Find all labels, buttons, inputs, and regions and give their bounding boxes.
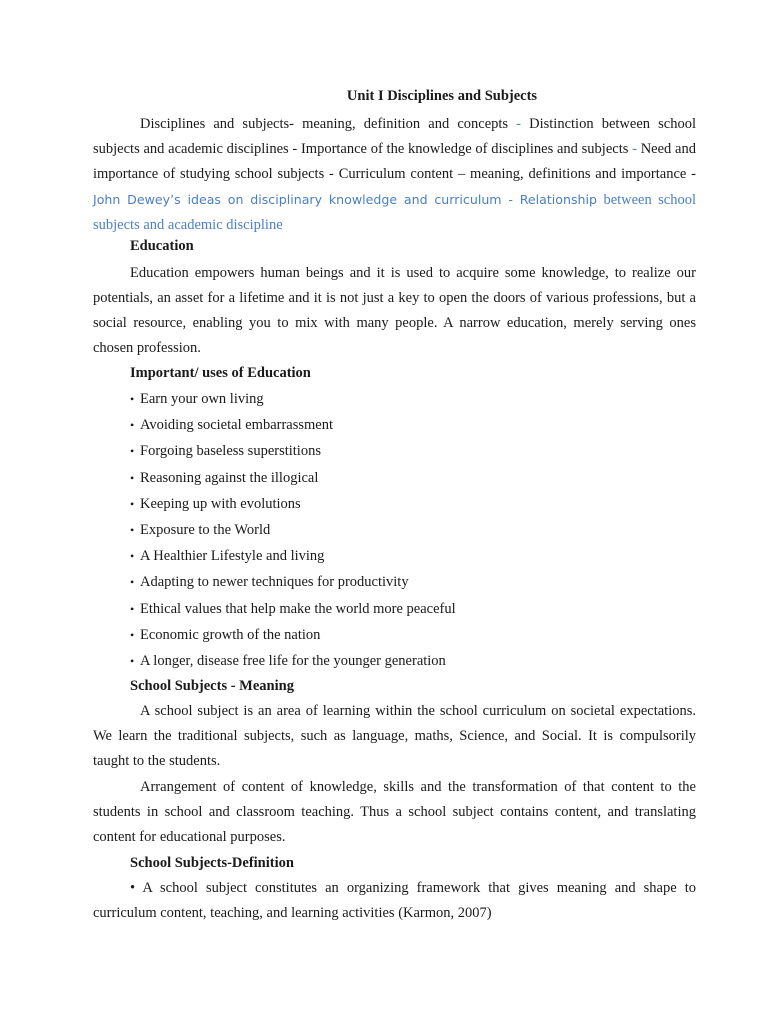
list-item: • Keeping up with evolutions [130, 493, 456, 519]
meaning-text-2: Arrangement of content of knowledge, skills and the transformation of that content to the students in school and classroom teaching. Thus a school subject contains content, and translating content for educational purposes. [93, 779, 696, 845]
list-item: • Earn your own living [130, 388, 456, 414]
bullet-icon: • [130, 470, 135, 485]
education-paragraph [93, 261, 696, 361]
list-item: • Exposure to the World [130, 519, 456, 545]
bullet-icon: • [130, 653, 135, 668]
bullet-icon: • [130, 601, 135, 616]
bullet-icon: • [130, 418, 135, 433]
list-item: • Reasoning against the illogical [130, 467, 456, 493]
list-item: • A longer, disease free life for the younger generation [130, 650, 456, 676]
bullet-icon: • [130, 627, 135, 642]
bullet-icon: • [130, 549, 135, 564]
meaning-heading: School Subjects - Meaning [130, 678, 294, 694]
bullet-icon: • [130, 522, 135, 537]
bullet-icon: • [130, 392, 135, 406]
bullet-icon: • [130, 444, 135, 459]
list-item: • Adapting to newer techniques for productivity [130, 571, 456, 597]
definition-text: A school subject constitutes an organizing framework that gives meaning and shape to curriculum content, teaching, and learning activities (Karmon, 2007) [93, 880, 697, 921]
uses-list [130, 388, 456, 676]
bullet-icon: • [130, 880, 136, 896]
list-item: • Ethical values that help make the world more peaceful [130, 598, 456, 624]
bullet-icon: • [130, 496, 135, 511]
list-item: • Forgoing baseless superstitions [130, 440, 456, 466]
education-heading: Education [130, 238, 194, 254]
syllabus-paragraph [93, 112, 696, 238]
syllabus-text-1: Disciplines and subjects- meaning, definition and concepts [140, 116, 517, 132]
list-item: • A Healthier Lifestyle and living [130, 545, 456, 571]
list-item: • Avoiding societal embarrassment [130, 414, 456, 440]
bullet-icon: • [130, 575, 135, 590]
syllabus-link-relationship[interactable]: between school subjects and academic discipline [93, 192, 697, 233]
education-text: Education empowers human beings and it is used to acquire some knowledge, to realize our potentials, an asset for a lifetime and it is not just a key to open the doors of various professions, but a social resource, enabling you to mix with many people. A narrow education, merely serving ones chosen profession. [93, 265, 696, 356]
uses-heading: Important/ uses of Education [130, 365, 311, 381]
syllabus-link-dewey[interactable]: John Dewey’s ideas on disciplinary knowledge and curriculum - Relationship [93, 192, 598, 207]
syllabus-text-3: Need and importance of studying school subjects - Curriculum content – meaning, definitions and importance - [93, 141, 696, 182]
meaning-paragraph-1 [93, 699, 696, 774]
syllabus-separator-1: - [516, 116, 522, 132]
syllabus-text-2: Distinction between school subjects and academic disciplines - Importance of the knowledge of disciplines and subjects [93, 116, 696, 157]
list-item: • Economic growth of the nation [130, 624, 456, 650]
meaning-text-1: A school subject is an area of learning within the school curriculum on societal expectations. We learn the traditional subjects, such as language, maths, Science, and Social. It is compulsorily taught to the students. [93, 703, 696, 769]
syllabus-separator-2: - [632, 141, 637, 157]
page-title: Unit I Disciplines and Subjects [346, 88, 538, 104]
definition-heading: School Subjects-Definition [130, 855, 294, 871]
meaning-paragraph-2 [93, 775, 696, 850]
definition-paragraph [93, 876, 696, 926]
